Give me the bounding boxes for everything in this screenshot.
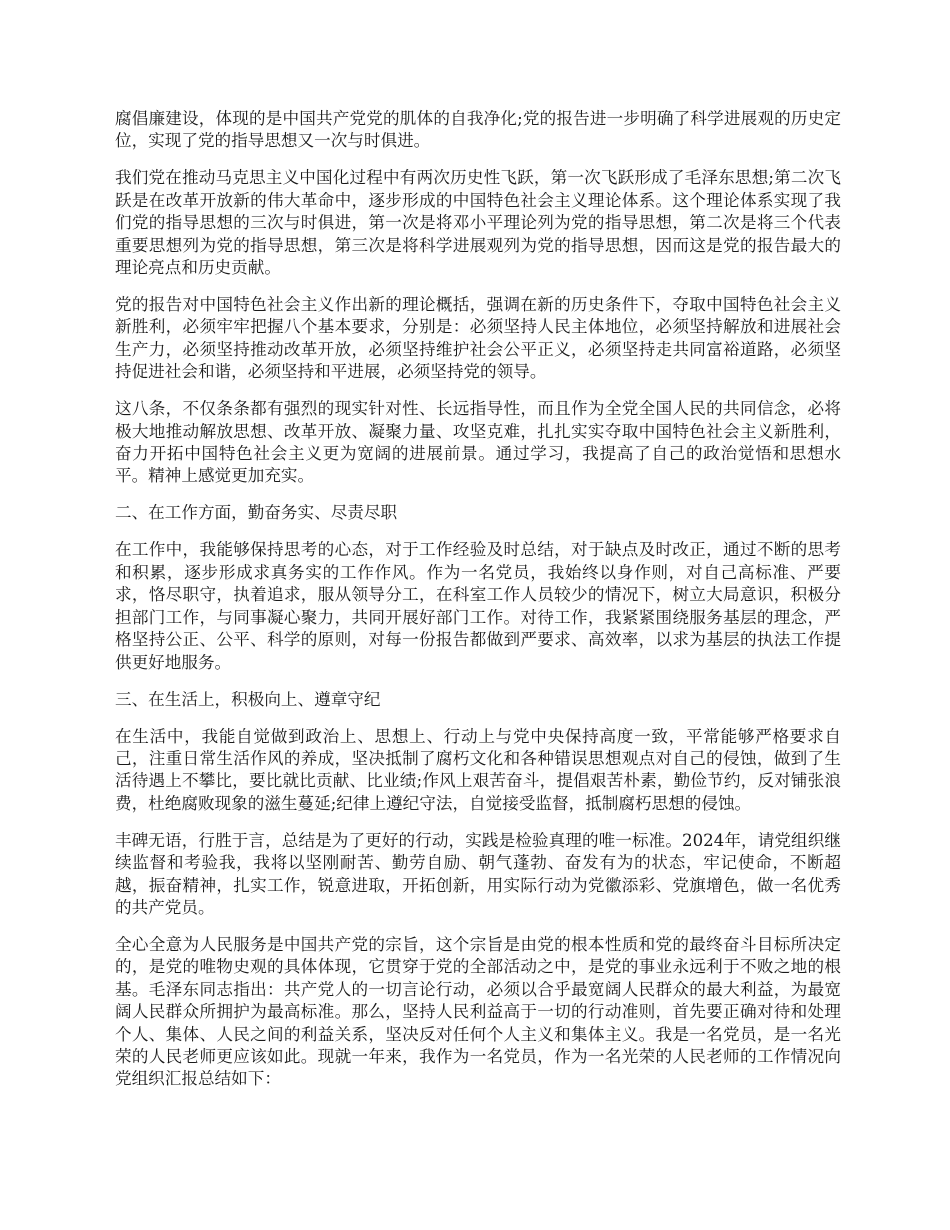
paragraph-6: 在生活中，我能自觉做到政治上、思想上、行动上与党中央保持高度一致，平常能够严格要求自己，注重日常生活作风的养成，坚决抵制了腐朽文化和各种错误思想观点对自己的侵蚀，做到了生活待遇上不攀比，要比就比贡献、比业绩;作风上艰苦奋斗，提倡艰苦朴素，勤俭节约，反对铺张浪费，杜绝腐败现象的滋生蔓延;纪律上遵纪守法，自觉接受监督，抵制腐朽思想的侵蚀。 <box>115 726 841 813</box>
paragraph-8: 全心全意为人民服务是中国共产党的宗旨，这个宗旨是由党的根本性质和党的最终奋斗目标所决定的，是党的唯物史观的具体体现，它贯穿于党的全部活动之中，是党的事业永远利于不败之地的根基。毛泽东同志指出：共产党人的一切言论行动，必须以合乎最宽阔人民群众的最大利益，为最宽阔人民群众所拥护为最高标准。那么，坚持人民利益高于一切的行动准则，首先要正确对待和处理个人、集体、人民之间的利益关系，坚决反对任何个人主义和集体主义。我是一名党员，是一名光荣的人民老师更应该如此。现就一年来，我作为一名党员，作为一名光荣的人民老师的工作情况向党组织汇报总结如下： <box>115 934 841 1089</box>
paragraph-4: 这八条，不仅条条都有强烈的现实针对性、长远指导性，而且作为全党全国人民的共同信念，必将极大地推动解放思想、改革开放、凝聚力量、攻坚克难，扎扎实实夺取中国特色社会主义新胜利，奋力开拓中国特色社会主义更为宽阔的进展前景。通过学习，我提高了自己的政治觉悟和思想水平。精神上感觉更加充实。 <box>115 399 841 486</box>
paragraph-2: 我们党在推动马克思主义中国化过程中有两次历史性飞跃，第一次飞跃形成了毛泽东思想;第二次飞跃是在改革开放新的伟大革命中，逐步形成的中国特色社会主义理论体系。这个理论体系实现了我们党的指导思想的三次与时俱进，第一次是将邓小平理论列为党的指导思想，第二次是将三个代表重要思想列为党的指导思想，第三次是将科学进展观列为党的指导思想，因而这是党的报告最大的理论亮点和历史贡献。 <box>115 168 841 278</box>
paragraph-1: 腐倡廉建设，体现的是中国共产党党的肌体的自我净化;党的报告进一步明确了科学进展观的历史定位，实现了党的指导思想又一次与时俱进。 <box>115 109 841 151</box>
paragraph-3: 党的报告对中国特色社会主义作出新的理论概括，强调在新的历史条件下，夺取中国特色社会主义新胜利，必须牢牢把握八个基本要求，分别是：必须坚持人民主体地位，必须坚持解放和进展社会生产力，必须坚持推动改革开放，必须坚持维护社会公平正义，必须坚持走共同富裕道路，必须坚持促进社会和谐，必须坚持和平进展，必须坚持党的领导。 <box>115 295 841 382</box>
document-body <box>115 108 841 1105</box>
section-heading-work: 二、在工作方面，勤奋务实、尽责尽职 <box>115 503 398 523</box>
paragraph-7: 丰碑无语，行胜于言，总结是为了更好的行动，实践是检验真理的唯一标准。2024年，请党组织继续监督和考验我，我将以坚刚耐苦、勤劳自励、朝气蓬勃、奋发有为的状态，牢记使命，不断超越，振奋精神，扎实工作，锐意进取，开拓创新，用实际行动为党徽添彩、党旗增色，做一名优秀的共产党员。 <box>115 830 841 917</box>
paragraph-5: 在工作中，我能够保持思考的心态，对于工作经验及时总结，对于缺点及时改正，通过不断的思考和积累，逐步形成求真务实的工作作风。作为一名党员，我始终以身作则，对自己高标准、严要求，恪尽职守，执着追求，服从领导分工，在科室工作人员较少的情况下，树立大局意识，积极分担部门工作，与同事凝心聚力，共同开展好部门工作。对待工作，我紧紧围绕服务基层的理念，严格坚持公正、公平、科学的原则，对每一份报告都做到严要求、高效率，以求为基层的执法工作提供更好地服务。 <box>115 540 841 672</box>
section-heading-life: 三、在生活上，积极向上、遵章守纪 <box>115 689 381 709</box>
